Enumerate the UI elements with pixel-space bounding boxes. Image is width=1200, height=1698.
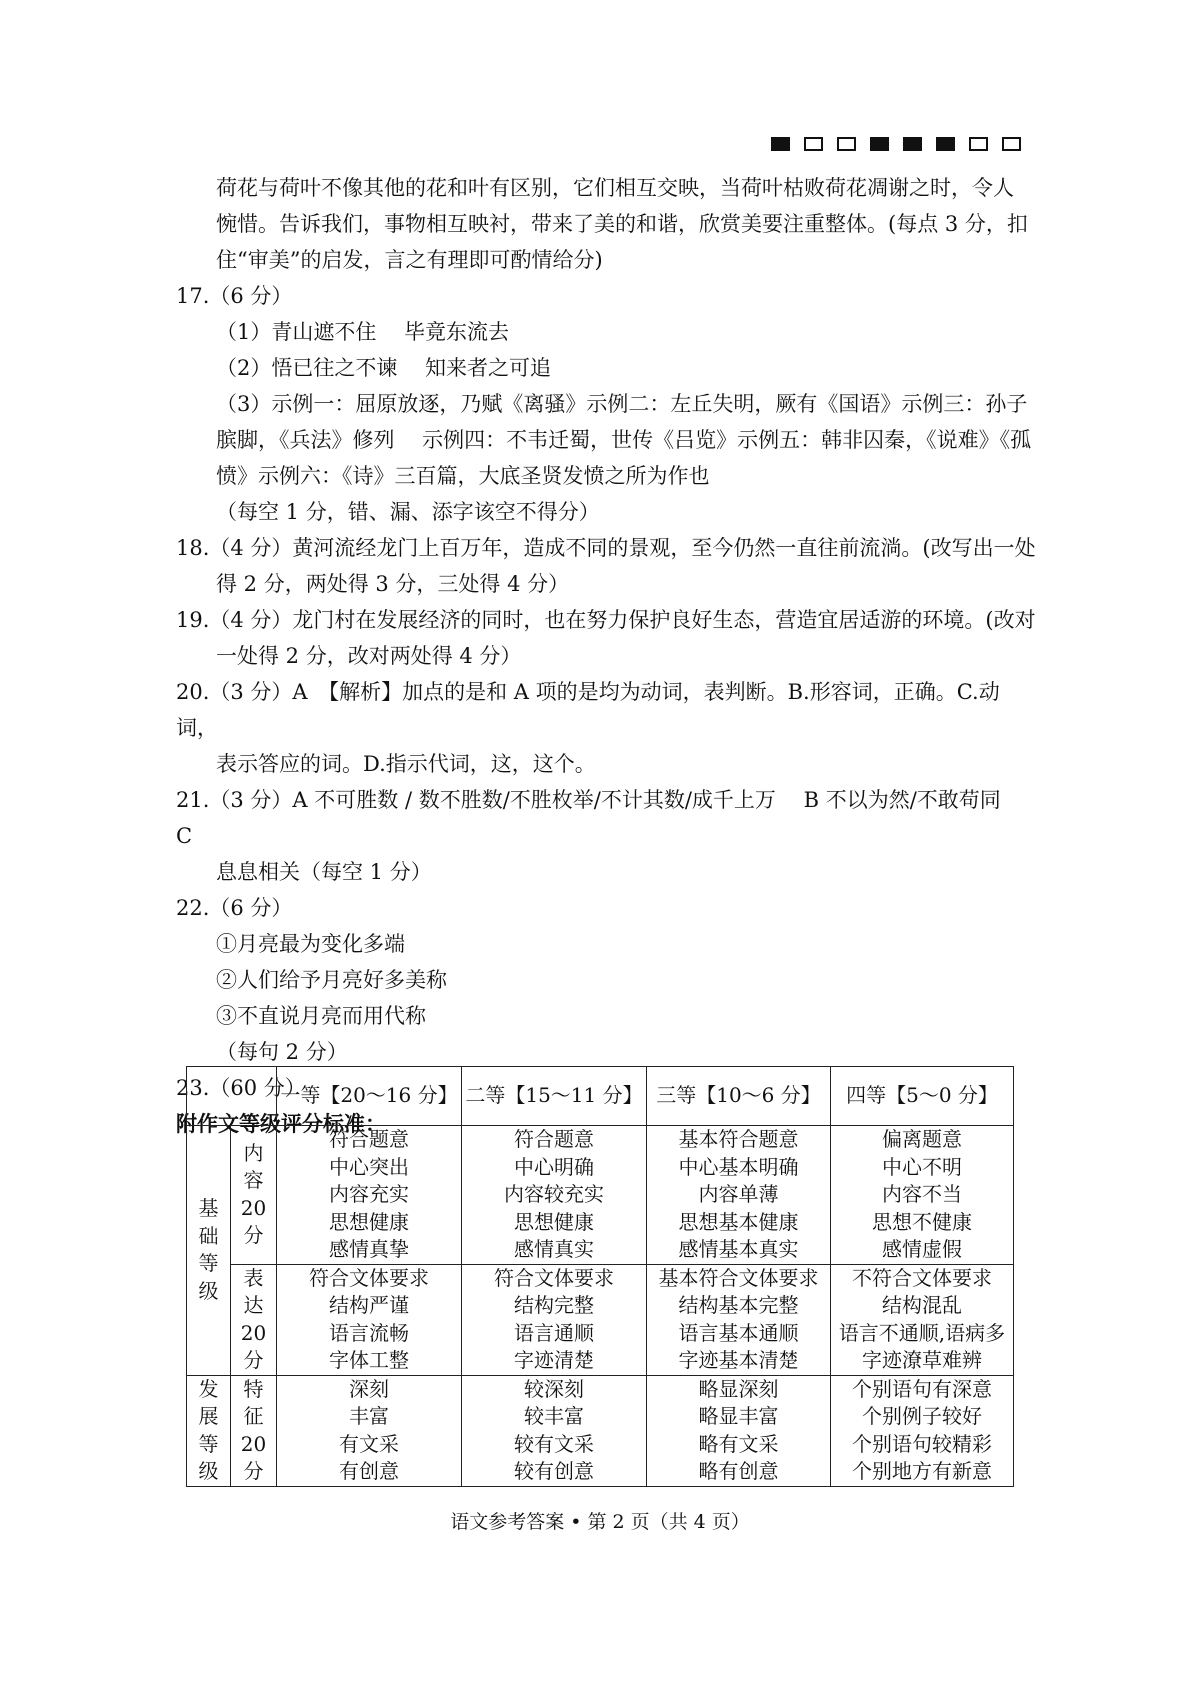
criterion: 内容充实 <box>329 1182 409 1206</box>
page-footer: 语文参考答案 • 第 2 页（共 4 页） <box>450 1511 750 1533</box>
expression-cell-grade-4 <box>831 1264 1014 1375</box>
marker-square <box>903 137 922 151</box>
criterion: 较有创意 <box>514 1459 594 1483</box>
marker-square <box>771 137 790 151</box>
criterion: 感情真实 <box>514 1237 594 1261</box>
criterion: 符合文体要求 <box>494 1265 614 1290</box>
expression-row <box>187 1264 1014 1375</box>
criterion: 略有文采 <box>698 1431 779 1456</box>
expression-cell-grade-1 <box>277 1264 462 1375</box>
table-header-row <box>187 1067 1014 1126</box>
feature-cell-grade-4 <box>831 1375 1014 1486</box>
criterion: 中心基本明确 <box>678 1154 799 1179</box>
q18-answer: 18.（4 分）黄河流经龙门上百万年，造成不同的景观，至今仍然一直往前流淌。(改写出一处 <box>176 536 1036 560</box>
q21-answer: 息息相关（每空 1 分） <box>216 860 432 884</box>
content-label-char: 内 <box>243 1140 264 1165</box>
dev-level-char: 等 <box>198 1431 219 1456</box>
intro-line: 惋惜。告诉我们，事物相互映衬，带来了美的和谐，欣赏美要注重整体。(每点 3 分，扣 <box>216 212 1028 236</box>
criterion: 基本符合文体要求 <box>658 1265 819 1290</box>
criterion: 语言通顺 <box>514 1320 594 1345</box>
criterion: 感情真挚 <box>329 1237 409 1261</box>
criterion: 个别语句较精彩 <box>852 1431 992 1456</box>
criterion: 偏离题意 <box>882 1127 962 1151</box>
dev-level-char: 发 <box>198 1376 219 1401</box>
criterion: 中心突出 <box>329 1154 409 1179</box>
criterion: 字迹清楚 <box>514 1348 594 1372</box>
criterion: 较丰富 <box>524 1404 584 1428</box>
expression-cell-grade-2 <box>462 1264 647 1375</box>
marker-square <box>804 137 823 151</box>
q22-item: ②人们给予月亮好多美称 <box>216 968 447 992</box>
content-cell-grade-1 <box>277 1126 462 1265</box>
content-label <box>231 1126 277 1265</box>
criterion: 结构混乱 <box>882 1293 962 1317</box>
expression-label-char: 20 <box>240 1320 267 1345</box>
criterion: 结构完整 <box>514 1293 594 1317</box>
content-cell-grade-3 <box>647 1126 831 1265</box>
feature-row <box>187 1375 1014 1486</box>
content-cell-grade-4 <box>831 1126 1014 1265</box>
expression-label-char: 达 <box>243 1293 264 1317</box>
expression-label-char: 分 <box>243 1348 264 1372</box>
table-title: 附作文等级评分标准： <box>176 1111 386 1136</box>
feature-label-char: 分 <box>243 1459 264 1483</box>
criterion: 丰富 <box>349 1404 389 1428</box>
feature-label <box>231 1375 277 1486</box>
q23-heading: 23.（60 分） <box>176 1076 306 1100</box>
grade-header: 三等【10～6 分】 <box>647 1067 831 1126</box>
criterion: 较有文采 <box>514 1431 594 1456</box>
q17-answer-3: 膑脚，《兵法》修列 示例四：不韦迁蜀，世传《吕览》示例五：韩非囚秦，《说难》《孤 <box>216 428 1032 452</box>
grading-table <box>186 1066 1014 1487</box>
basic-level-char: 等 <box>198 1251 219 1276</box>
q19-answer: 一处得 2 分，改对两处得 4 分） <box>216 644 522 668</box>
criterion: 略有创意 <box>698 1459 779 1483</box>
table-corner-cell <box>187 1067 277 1126</box>
feature-label-char: 征 <box>243 1404 264 1428</box>
criterion: 有文采 <box>339 1431 399 1456</box>
basic-level-char: 础 <box>198 1223 219 1248</box>
criterion: 深刻 <box>349 1376 389 1401</box>
criterion: 符合文体要求 <box>309 1265 429 1290</box>
criterion: 内容较充实 <box>504 1182 604 1206</box>
dev-level-char: 级 <box>198 1459 219 1483</box>
criterion: 略显丰富 <box>698 1404 779 1428</box>
criterion: 语言流畅 <box>329 1320 409 1345</box>
criterion: 有创意 <box>339 1459 399 1483</box>
q17-note: （每空 1 分，错、漏、添字该空不得分） <box>216 500 600 524</box>
q17-answer-3: （3）示例一：屈原放逐，乃赋《离骚》示例二：左丘失明，厥有《国语》示例三：孙子 <box>216 392 1028 416</box>
q17-answer-1: （1）青山遮不住 毕竟东流去 <box>216 320 510 344</box>
criterion: 中心不明 <box>882 1154 962 1179</box>
criterion: 感情虚假 <box>882 1237 962 1261</box>
expression-label-char: 表 <box>243 1265 264 1290</box>
grade-header: 四等【5～0 分】 <box>831 1067 1014 1126</box>
criterion: 结构严谨 <box>329 1293 409 1317</box>
q22-item: ①月亮最为变化多端 <box>216 932 405 956</box>
criterion: 语言不通顺,语病多 <box>838 1320 1006 1345</box>
feature-label-char: 20 <box>240 1431 267 1456</box>
criterion: 个别例子较好 <box>862 1404 982 1428</box>
content-label-char: 分 <box>243 1223 264 1248</box>
q17-answer-3: 愤》示例六：《诗》三百篇，大底圣贤发愤之所为作也 <box>216 464 710 488</box>
content-cell-grade-2 <box>462 1126 647 1265</box>
criterion: 内容单薄 <box>698 1182 779 1206</box>
criterion: 感情基本真实 <box>678 1237 799 1261</box>
q21-answer: 21.（3 分）A 不可胜数 / 数不胜数/不胜枚举/不计其数/成千上万 B 不以为然/不敢苟同 C <box>176 788 1029 848</box>
q22-note: （每句 2 分） <box>216 1040 348 1064</box>
feature-label-char: 特 <box>243 1376 264 1401</box>
criterion: 字迹基本清楚 <box>678 1348 799 1372</box>
feature-cell-grade-3 <box>647 1375 831 1486</box>
grade-header: 一等【20～16 分】 <box>277 1067 462 1126</box>
answer-content <box>176 170 1036 1142</box>
criterion: 思想基本健康 <box>678 1209 799 1234</box>
q22-heading: 22.（6 分） <box>176 896 293 920</box>
q19-answer: 19.（4 分）龙门村在发展经济的同时，也在努力保护良好生态，营造宜居适游的环境。(改对 <box>176 608 1036 632</box>
marker-square <box>936 137 955 151</box>
expression-label <box>231 1264 277 1375</box>
criterion: 个别地方有新意 <box>852 1459 992 1483</box>
marker-square <box>969 137 988 151</box>
criterion: 较深刻 <box>524 1376 584 1401</box>
feature-cell-grade-1 <box>277 1375 462 1486</box>
criterion: 语言基本通顺 <box>678 1320 799 1345</box>
feature-cell-grade-2 <box>462 1375 647 1486</box>
criterion: 字体工整 <box>329 1348 409 1372</box>
criterion: 思想不健康 <box>872 1209 972 1234</box>
criterion: 字迹潦草难辨 <box>862 1348 982 1372</box>
basic-level-char: 级 <box>198 1278 219 1303</box>
criterion: 符合题意 <box>514 1127 594 1151</box>
content-row <box>187 1126 1014 1265</box>
intro-line: 住“审美”的启发，言之有理即可酌情给分) <box>216 248 603 272</box>
intro-line: 荷花与荷叶不像其他的花和叶有区别，它们相互交映，当荷叶枯败荷花凋谢之时，令人 <box>216 176 1014 200</box>
criterion: 个别语句有深意 <box>852 1376 992 1401</box>
dev-level-char: 展 <box>198 1404 219 1428</box>
criterion: 不符合文体要求 <box>852 1265 992 1290</box>
criterion: 结构基本完整 <box>678 1293 799 1317</box>
criterion: 中心明确 <box>514 1154 594 1179</box>
q20-answer: 20.（3 分）A 【解析】加点的是和 A 项的是均为动词，表判断。B.形容词，正确。C.动词， <box>176 680 1000 740</box>
content-label-char: 20 <box>240 1195 267 1220</box>
basic-level-char: 基 <box>198 1196 219 1221</box>
q18-answer: 得 2 分，两处得 3 分，三处得 4 分） <box>216 572 570 596</box>
marker-square <box>870 137 889 151</box>
criterion: 略显深刻 <box>698 1376 779 1401</box>
grade-header: 二等【15～11 分】 <box>462 1067 647 1126</box>
page-marker-squares <box>771 137 1021 151</box>
marker-square <box>837 137 856 151</box>
q17-heading: 17.（6 分） <box>176 284 293 308</box>
criterion: 思想健康 <box>329 1209 409 1234</box>
q22-item: ③不直说月亮而用代称 <box>216 1004 426 1028</box>
basic-level-label <box>187 1126 231 1376</box>
q20-answer: 表示答应的词。D.指示代词，这，这个。 <box>216 752 596 776</box>
marker-square <box>1002 137 1021 151</box>
criterion: 符合题意 <box>329 1127 409 1151</box>
criterion: 内容不当 <box>882 1182 962 1206</box>
dev-level-label <box>187 1375 231 1486</box>
q17-answer-2: （2）悟已往之不谏 知来者之可追 <box>216 356 552 380</box>
criterion: 基本符合题意 <box>678 1127 799 1151</box>
expression-cell-grade-3 <box>647 1264 831 1375</box>
content-label-char: 容 <box>243 1168 264 1193</box>
criterion: 思想健康 <box>514 1209 594 1234</box>
